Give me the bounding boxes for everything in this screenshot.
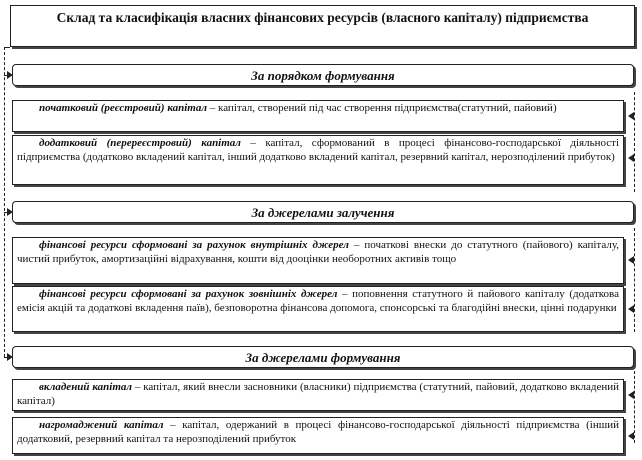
section-1-item-1 — [12, 100, 624, 132]
section-3-item-1 — [12, 379, 624, 411]
arrowhead-item-1-2 — [628, 154, 634, 162]
item-lead: додатковий (перереєстровий) капітал — [39, 137, 241, 149]
section-2-item-1 — [12, 237, 624, 284]
section-2-item-2 — [12, 286, 624, 332]
right-connector-3 — [634, 371, 635, 443]
title-connector — [4, 47, 10, 48]
item-text: – капітал, одержаний в процесі фінансово-господарської діяльності підприємства (інший додатковий, резервний капітал та нерозподілений прибуток — [17, 419, 619, 445]
item-lead: фінансові ресурси сформовані за рахунок зовнішніх джерел — [39, 288, 338, 300]
right-connector-1 — [634, 92, 635, 192]
arrowhead-item-2-1 — [628, 256, 634, 264]
item-lead: фінансові ресурси сформовані за рахунок внутрішніх джерел — [39, 239, 349, 251]
arrowhead-item-2-2 — [628, 305, 634, 313]
left-connector-line — [4, 47, 5, 357]
section-heading-1: За порядком формування — [12, 64, 634, 86]
item-text: – капітал, який внесли засновники (власники) підприємства (статутний, пайовий, додатково вкладений капітал) — [17, 381, 619, 407]
section-heading-2: За джерелами залучення — [12, 201, 634, 223]
arrowhead-item-3-2 — [628, 432, 634, 440]
item-text: – поповнення статутного й пайового капіталу (додаткова емісія акцій та додаткові вкладення паїв), безповоротна фінансова допомога, спонсорські та благодійні внески, цінні подарунки — [17, 288, 619, 314]
item-lead: вкладений капітал — [39, 381, 133, 393]
item-lead: нагромаджений капітал — [39, 419, 164, 431]
item-text: – початкові внески до статутного (пайового) капіталу, чистий прибуток, амортизаційні відрахування, кошти від дооцінки необоротних активів тощо — [17, 239, 619, 265]
arrowhead-item-3-1 — [628, 391, 634, 399]
section-3-item-2 — [12, 417, 624, 454]
section-heading-3: За джерелами формування — [12, 346, 634, 368]
item-lead: початковий (реєстровий) капітал — [39, 102, 208, 114]
item-text: – капітал, сформований в процесі фінансово-господарської діяльності підприємства (додатково вкладений капітал, інший додатково вкладений капітал, резервний капітал, нерозподілений прибуток) — [17, 137, 619, 163]
arrowhead-item-1-1 — [628, 112, 634, 120]
diagram-title: Склад та класифікація власних фінансових ресурсів (власного капіталу) підприємства — [10, 5, 635, 47]
item-text: – капітал, створений під час створення підприємства(статутний, пайовий) — [207, 102, 557, 114]
right-connector-2 — [634, 228, 635, 332]
section-1-item-2 — [12, 135, 624, 185]
